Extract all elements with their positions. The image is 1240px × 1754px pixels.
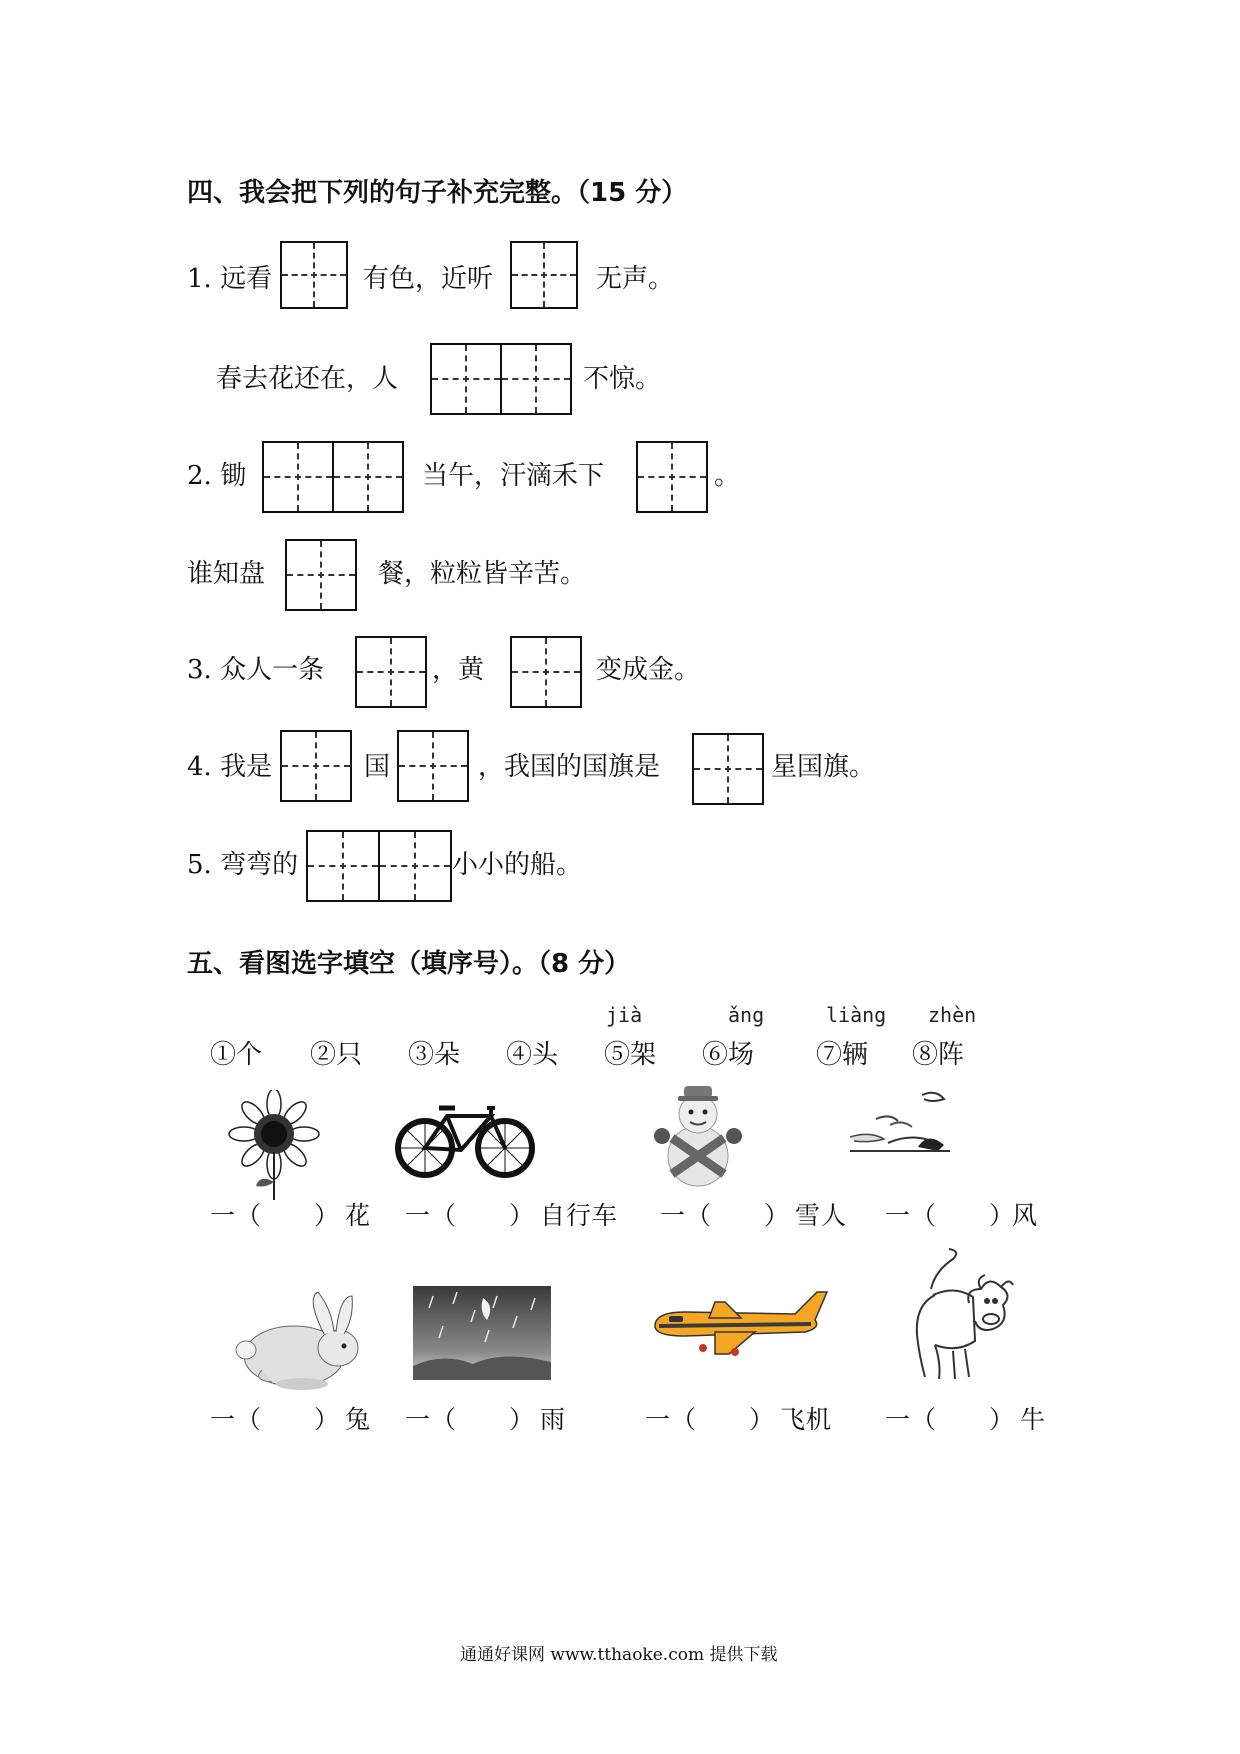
option-7: ⑦辆 bbox=[816, 1040, 869, 1070]
q4-text-a: 4. 我是 bbox=[187, 752, 273, 782]
pinyin-zhen: zhèn bbox=[928, 1003, 977, 1027]
pinyin-jia: jià bbox=[606, 1003, 643, 1027]
q3-box-2[interactable] bbox=[510, 636, 582, 708]
q1-line2-text-b: 不惊。 bbox=[583, 364, 662, 394]
row1-blank-2[interactable]: 一（ ） bbox=[405, 1201, 536, 1230]
q1-text-c: 无声。 bbox=[596, 264, 675, 294]
q1-text-a: 1. 远看 bbox=[187, 264, 273, 294]
option-8: ⑧阵 bbox=[912, 1040, 965, 1070]
q2-text-c: 。 bbox=[714, 461, 741, 491]
wind-icon bbox=[840, 1085, 960, 1165]
q4-text-d: 星国旗。 bbox=[771, 752, 876, 782]
q1-text-b: 有色，近听 bbox=[363, 264, 494, 294]
q4-box-3[interactable] bbox=[692, 733, 764, 805]
option-4: ④头 bbox=[506, 1040, 559, 1070]
row1-label-bicycle: 自行车 bbox=[540, 1201, 619, 1230]
q1-line2-text-a: 春去花还在，人 bbox=[216, 364, 399, 394]
row1-blank-1[interactable]: 一（ ） bbox=[210, 1201, 341, 1230]
row2-label-rain: 雨 bbox=[540, 1405, 567, 1434]
rabbit-icon bbox=[232, 1290, 366, 1390]
option-1: ①个 bbox=[210, 1040, 263, 1070]
q1-box-1[interactable] bbox=[280, 241, 348, 309]
q2-line2-box[interactable] bbox=[285, 539, 357, 611]
q4-box-2[interactable] bbox=[397, 730, 469, 802]
q2-line2-text-b: 餐，粒粒皆辛苦。 bbox=[378, 559, 587, 589]
q2-text-a: 2. 锄 bbox=[187, 461, 247, 491]
snowman-icon bbox=[650, 1080, 746, 1190]
bicycle-icon bbox=[395, 1094, 535, 1180]
q4-text-c: ，我国的国旗是 bbox=[478, 752, 661, 782]
section-5-title: 五、看图选字填空（填序号）。（8 分） bbox=[187, 949, 631, 979]
q3-text-c: 变成金。 bbox=[596, 655, 701, 685]
airplane-icon bbox=[645, 1288, 831, 1362]
row2-blank-2[interactable]: 一（ ） bbox=[405, 1405, 536, 1434]
sunflower-icon bbox=[228, 1090, 320, 1200]
section-4-title: 四、我会把下列的句子补充完整。（15 分） bbox=[187, 178, 688, 208]
q3-text-b: ，黄 bbox=[432, 655, 485, 685]
row1-blank-4[interactable]: 一（ ） bbox=[885, 1201, 1016, 1230]
footer-text: 通通好课网 www.tthaoke.com 提供下载 bbox=[460, 1645, 778, 1665]
row2-label-airplane: 飞机 bbox=[780, 1405, 833, 1434]
q3-text-a: 3. 众人一条 bbox=[187, 655, 325, 685]
q4-box-1[interactable] bbox=[280, 730, 352, 802]
option-5: ⑤架 bbox=[604, 1040, 657, 1070]
rain-icon bbox=[413, 1286, 551, 1380]
q4-text-b: 国 bbox=[364, 752, 391, 782]
row1-label-flower: 花 bbox=[345, 1201, 372, 1230]
pinyin-liang: liàng bbox=[826, 1003, 887, 1027]
q1-box-2[interactable] bbox=[510, 241, 578, 309]
option-3: ③朵 bbox=[408, 1040, 461, 1070]
q2-text-b: 当午，汗滴禾下 bbox=[422, 461, 605, 491]
row1-label-snowman: 雪人 bbox=[795, 1201, 848, 1230]
row2-blank-3[interactable]: 一（ ） bbox=[645, 1405, 776, 1434]
q2-box-2[interactable] bbox=[636, 441, 708, 513]
row2-blank-4[interactable]: 一（ ） bbox=[885, 1405, 1016, 1434]
row1-label-wind: 风 bbox=[1012, 1201, 1039, 1230]
row2-label-rabbit: 兔 bbox=[345, 1405, 372, 1434]
q3-box-1[interactable] bbox=[355, 636, 427, 708]
q5-boxes[interactable] bbox=[306, 830, 452, 902]
q2-line2-text-a: 谁知盘 bbox=[187, 559, 266, 589]
row2-blank-1[interactable]: 一（ ） bbox=[210, 1405, 341, 1434]
q2-boxes-1[interactable] bbox=[262, 441, 404, 513]
row1-blank-3[interactable]: 一（ ） bbox=[660, 1201, 791, 1230]
q1-line2-boxes[interactable] bbox=[430, 343, 572, 415]
q5-text-a: 5. 弯弯的 bbox=[187, 850, 299, 880]
option-2: ②只 bbox=[310, 1040, 363, 1070]
pinyin-ang: ǎng bbox=[728, 1003, 765, 1027]
q5-text-b: 小小的船。 bbox=[452, 850, 583, 880]
option-6: ⑥场 bbox=[702, 1040, 755, 1070]
row2-label-ox: 牛 bbox=[1020, 1405, 1047, 1434]
ox-icon bbox=[905, 1245, 1015, 1385]
